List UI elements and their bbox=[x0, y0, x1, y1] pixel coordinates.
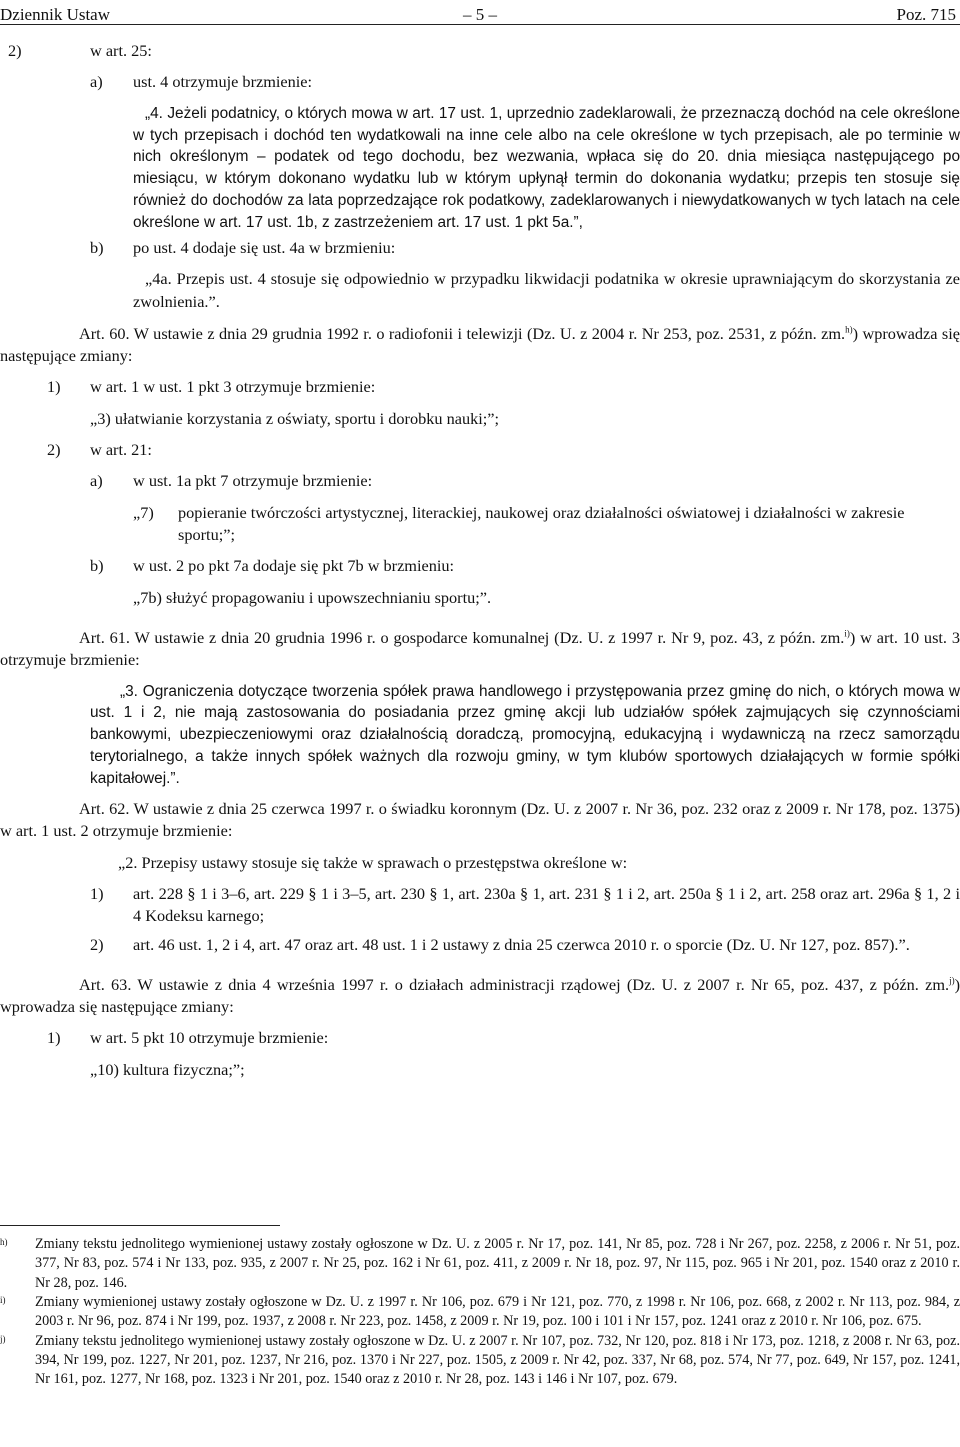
quoted-provision: „4a. Przepis ust. 4 stosuje się odpowiednio w przypadku likwidacji podatnika w okresie uprawniającym do skorzystania ze zwolnienia.”. bbox=[133, 269, 960, 311]
list-item bbox=[0, 883, 960, 928]
list-item bbox=[0, 71, 960, 93]
article-61 bbox=[0, 627, 960, 672]
item-text: ust. 4 otrzymuje brzmienie: bbox=[133, 72, 313, 92]
item-text: art. 228 § 1 i 3–6, art. 229 § 1 i 3–5, art. 230 § 1, art. 230a § 1, art. 231 § 1 i 2, art. 250a § 1 i 2, art. 258 oraz art. 296a § 1, 2 i 4 Kodeksu karnego; bbox=[133, 883, 960, 926]
item-text: w art. 5 pkt 10 otrzymuje brzmienie: bbox=[90, 1028, 329, 1048]
article-62: Art. 62. W ustawie z dnia 25 czerwca 1997 r. o świadku koronnym (Dz. U. z 2007 r. Nr 36, poz. 232 oraz z 2009 r. Nr 178, poz. 1375) w art. 1 ust. 2 otrzymuje brzmienie: bbox=[0, 798, 960, 841]
footnote-h bbox=[0, 1235, 960, 1293]
footnote-text: Zmiany tekstu jednolitego wymienionej ustawy zostały ogłoszone w Dz. U. z 2005 r. Nr 17, poz. 141, Nr 85, poz. 728 i Nr 267, poz. 2258, z 2006 r. Nr 51, poz. 377, Nr 83, poz. 574 i Nr 133, poz. 935, z 2007 r. Nr 25, poz. 162 i Nr 61, poz. 411, z 2009 r. Nr 18, poz. 97, Nr 115, poz. 965 i Nr 201, poz. 1540 oraz z 2010 r. Nr 28, poz. 146. bbox=[35, 1236, 960, 1291]
item-text: w ust. 1a pkt 7 otrzymuje brzmienie: bbox=[133, 471, 373, 491]
position-number: Poz. 715 bbox=[896, 5, 956, 24]
page-header bbox=[0, 0, 960, 26]
footnote-ref: i) bbox=[844, 628, 850, 639]
article-text: Art. 61. W ustawie z dnia 20 grudnia 1996 r. o gospodarce komunalnej (Dz. U. z 1997 r. Nr 9, poz. 43, z późn. zm. bbox=[79, 627, 845, 647]
article-63 bbox=[0, 974, 960, 1019]
quoted-provision: „4. Jeżeli podatnicy, o których mowa w art. 17 ust. 1, uprzednio zadeklarowali, że przeznaczą dochód na cele określone w tych przepisach i dochód ten wydatkowali na inne cele albo na cele określone w tych przepisach, ale po terminie w nich określonym – podatek od tego dochodu, bez wezwania, wpłaca się do 20. dnia miesiąca następującego po miesiącu, w którym dokonano wydatku lub w którym upłynął termin do dokonania wydatku; przepis ten stosuje się również do dochodów za lata poprzedzające rok podatkowy, zadeklarowanych i niewydatkowanych w tych latach na cele określone w art. 17 ust. 1b, z zastrzeżeniem art. 17 ust. 1 pkt 5a.”, bbox=[133, 104, 960, 231]
footnote-text: Zmiany tekstu jednolitego wymienionej ustawy zostały ogłoszone w Dz. U. z 2007 r. Nr 107, poz. 732, Nr 120, poz. 818 i Nr 173, poz. 1218, z 2008 r. Nr 63, poz. 394, Nr 199, poz. 1227, Nr 201, poz. 1237, Nr 216, poz. 1370 i Nr 227, poz. 1505, z 2009 r. Nr 42, poz. 337, Nr 68, poz. 574, Nr 77, poz. 649, Nr 157, poz. 1241, Nr 161, poz. 1277, Nr 168, poz. 1323 i Nr 201, poz. 1540 oraz z 2010 r. Nr 28, poz. 143 i 146 i Nr 107, poz. 679. bbox=[35, 1332, 960, 1388]
footnote-ref: h) bbox=[845, 324, 853, 335]
item-number: 1) bbox=[47, 1028, 61, 1048]
item-number: 2) bbox=[8, 41, 22, 60]
footnote-mark: j) bbox=[0, 1333, 6, 1344]
quoted-provision: „3) ułatwianie korzystania z oświaty, sportu i dorobku nauki;”; bbox=[90, 408, 500, 428]
journal-title: Dziennik Ustaw bbox=[0, 5, 111, 24]
article-text: Art. 60. W ustawie z dnia 29 grudnia 1992 r. o radiofonii i telewizji (Dz. U. z 2004 r. Nr 253, poz. 2531, z późn. zm. bbox=[79, 323, 846, 343]
quote-number: „7) bbox=[133, 502, 154, 522]
list-item bbox=[0, 439, 960, 461]
quoted-provision bbox=[0, 502, 960, 547]
quoted-provision: „3. Ograniczenia dotyczące tworzenia spółek prawa handlowego i przystępowania przez gminę do nich, o których mowa w ust. 1 i 2, nie mają zastosowania do posiadania przez gminę akcji lub udziałów spółek zajmujących się czynnościami bankowymi, ubezpieczeniowymi oraz działalnością doradczą, promocyjną, edukacyjną i wydawniczą na rzecz samorządu terytorialnego, a także innych spółek ważnych dla rozwoju gminy, w tym klubów sportowych działających w formie spółki kapitałowej.”. bbox=[90, 682, 960, 788]
list-item bbox=[0, 934, 960, 956]
list-item bbox=[0, 237, 960, 259]
item-number: 2) bbox=[90, 934, 104, 954]
article-text: ) wprowadza się następujące zmiany: bbox=[0, 974, 960, 1017]
item-letter: a) bbox=[90, 72, 103, 92]
quoted-provision: „7b) służyć propagowaniu i upowszechnianiu sportu;”. bbox=[133, 587, 492, 607]
list-item bbox=[0, 555, 960, 577]
page-number: – 5 – bbox=[463, 5, 497, 24]
item-text: po ust. 4 dodaje się ust. 4a w brzmieniu: bbox=[133, 237, 396, 257]
quoted-provision: „10) kultura fizyczna;”; bbox=[90, 1059, 245, 1079]
item-text: w art. 1 w ust. 1 pkt 3 otrzymuje brzmienie: bbox=[90, 377, 376, 397]
item-number: 1) bbox=[90, 883, 104, 903]
footnote-text: Zmiany wymienionej ustawy zostały ogłoszone w Dz. U. z 1997 r. Nr 106, poz. 679 i Nr 121, poz. 770, z 1998 r. Nr 106, poz. 668, z 2002 r. Nr 113, poz. 984, z 2003 r. Nr 96, poz. 874 i Nr 199, poz. 1937, z 2008 r. Nr 223, poz. 1458, z 2009 r. Nr 19, poz. 100 i 101 i Nr 157, poz. 1241 oraz z 2010 r. Nr 106, poz. 675. bbox=[35, 1293, 960, 1330]
item-text: w art. 21: bbox=[90, 440, 152, 460]
item-text: w ust. 2 po pkt 7a dodaje się pkt 7b w brzmieniu: bbox=[133, 556, 455, 576]
article-text: ) w art. 10 ust. 3 otrzymuje brzmienie: bbox=[0, 627, 960, 670]
list-item bbox=[0, 376, 960, 398]
item-number: 2) bbox=[47, 440, 61, 460]
item-text: art. 46 ust. 1, 2 i 4, art. 47 oraz art. 48 ust. 1 i 2 ustawy z dnia 25 czerwca 2010 r. o sporcie (Dz. U. Nr 127, poz. 857).”. bbox=[133, 934, 910, 954]
list-item bbox=[0, 470, 960, 492]
footnote-j bbox=[0, 1332, 960, 1390]
item-letter: b) bbox=[90, 237, 104, 257]
item-number: 1) bbox=[47, 377, 61, 397]
footnote-ref: j) bbox=[949, 975, 955, 986]
quote-text: popieranie twórczości artystycznej, literackiej, naukowej oraz działalności oświatowej i działalności w zakresie sportu;”; bbox=[178, 502, 905, 544]
footnotes bbox=[0, 1235, 960, 1390]
footnote-mark: i) bbox=[0, 1294, 6, 1305]
list-item bbox=[0, 40, 960, 62]
article-text: Art. 63. W ustawie z dnia 4 września 1997 r. o działach administracji rządowej (Dz. U. z 2007 r. Nr 65, poz. 437, z późn. zm. bbox=[79, 974, 950, 994]
footnote-divider bbox=[0, 1225, 280, 1226]
footnote-mark: h) bbox=[0, 1237, 8, 1247]
header-rule bbox=[0, 24, 960, 25]
item-text: w art. 25: bbox=[90, 41, 152, 60]
item-letter: b) bbox=[90, 556, 104, 576]
quoted-provision: „2. Przepisy ustawy stosuje się także w sprawach o przestępstwa określone w: bbox=[118, 852, 628, 872]
item-letter: a) bbox=[90, 471, 103, 491]
article-60 bbox=[0, 323, 960, 368]
list-item bbox=[0, 1027, 960, 1049]
document-body bbox=[0, 40, 960, 1081]
footnote-i bbox=[0, 1293, 960, 1332]
article-text: ) wprowadza się następujące zmiany: bbox=[0, 323, 960, 366]
